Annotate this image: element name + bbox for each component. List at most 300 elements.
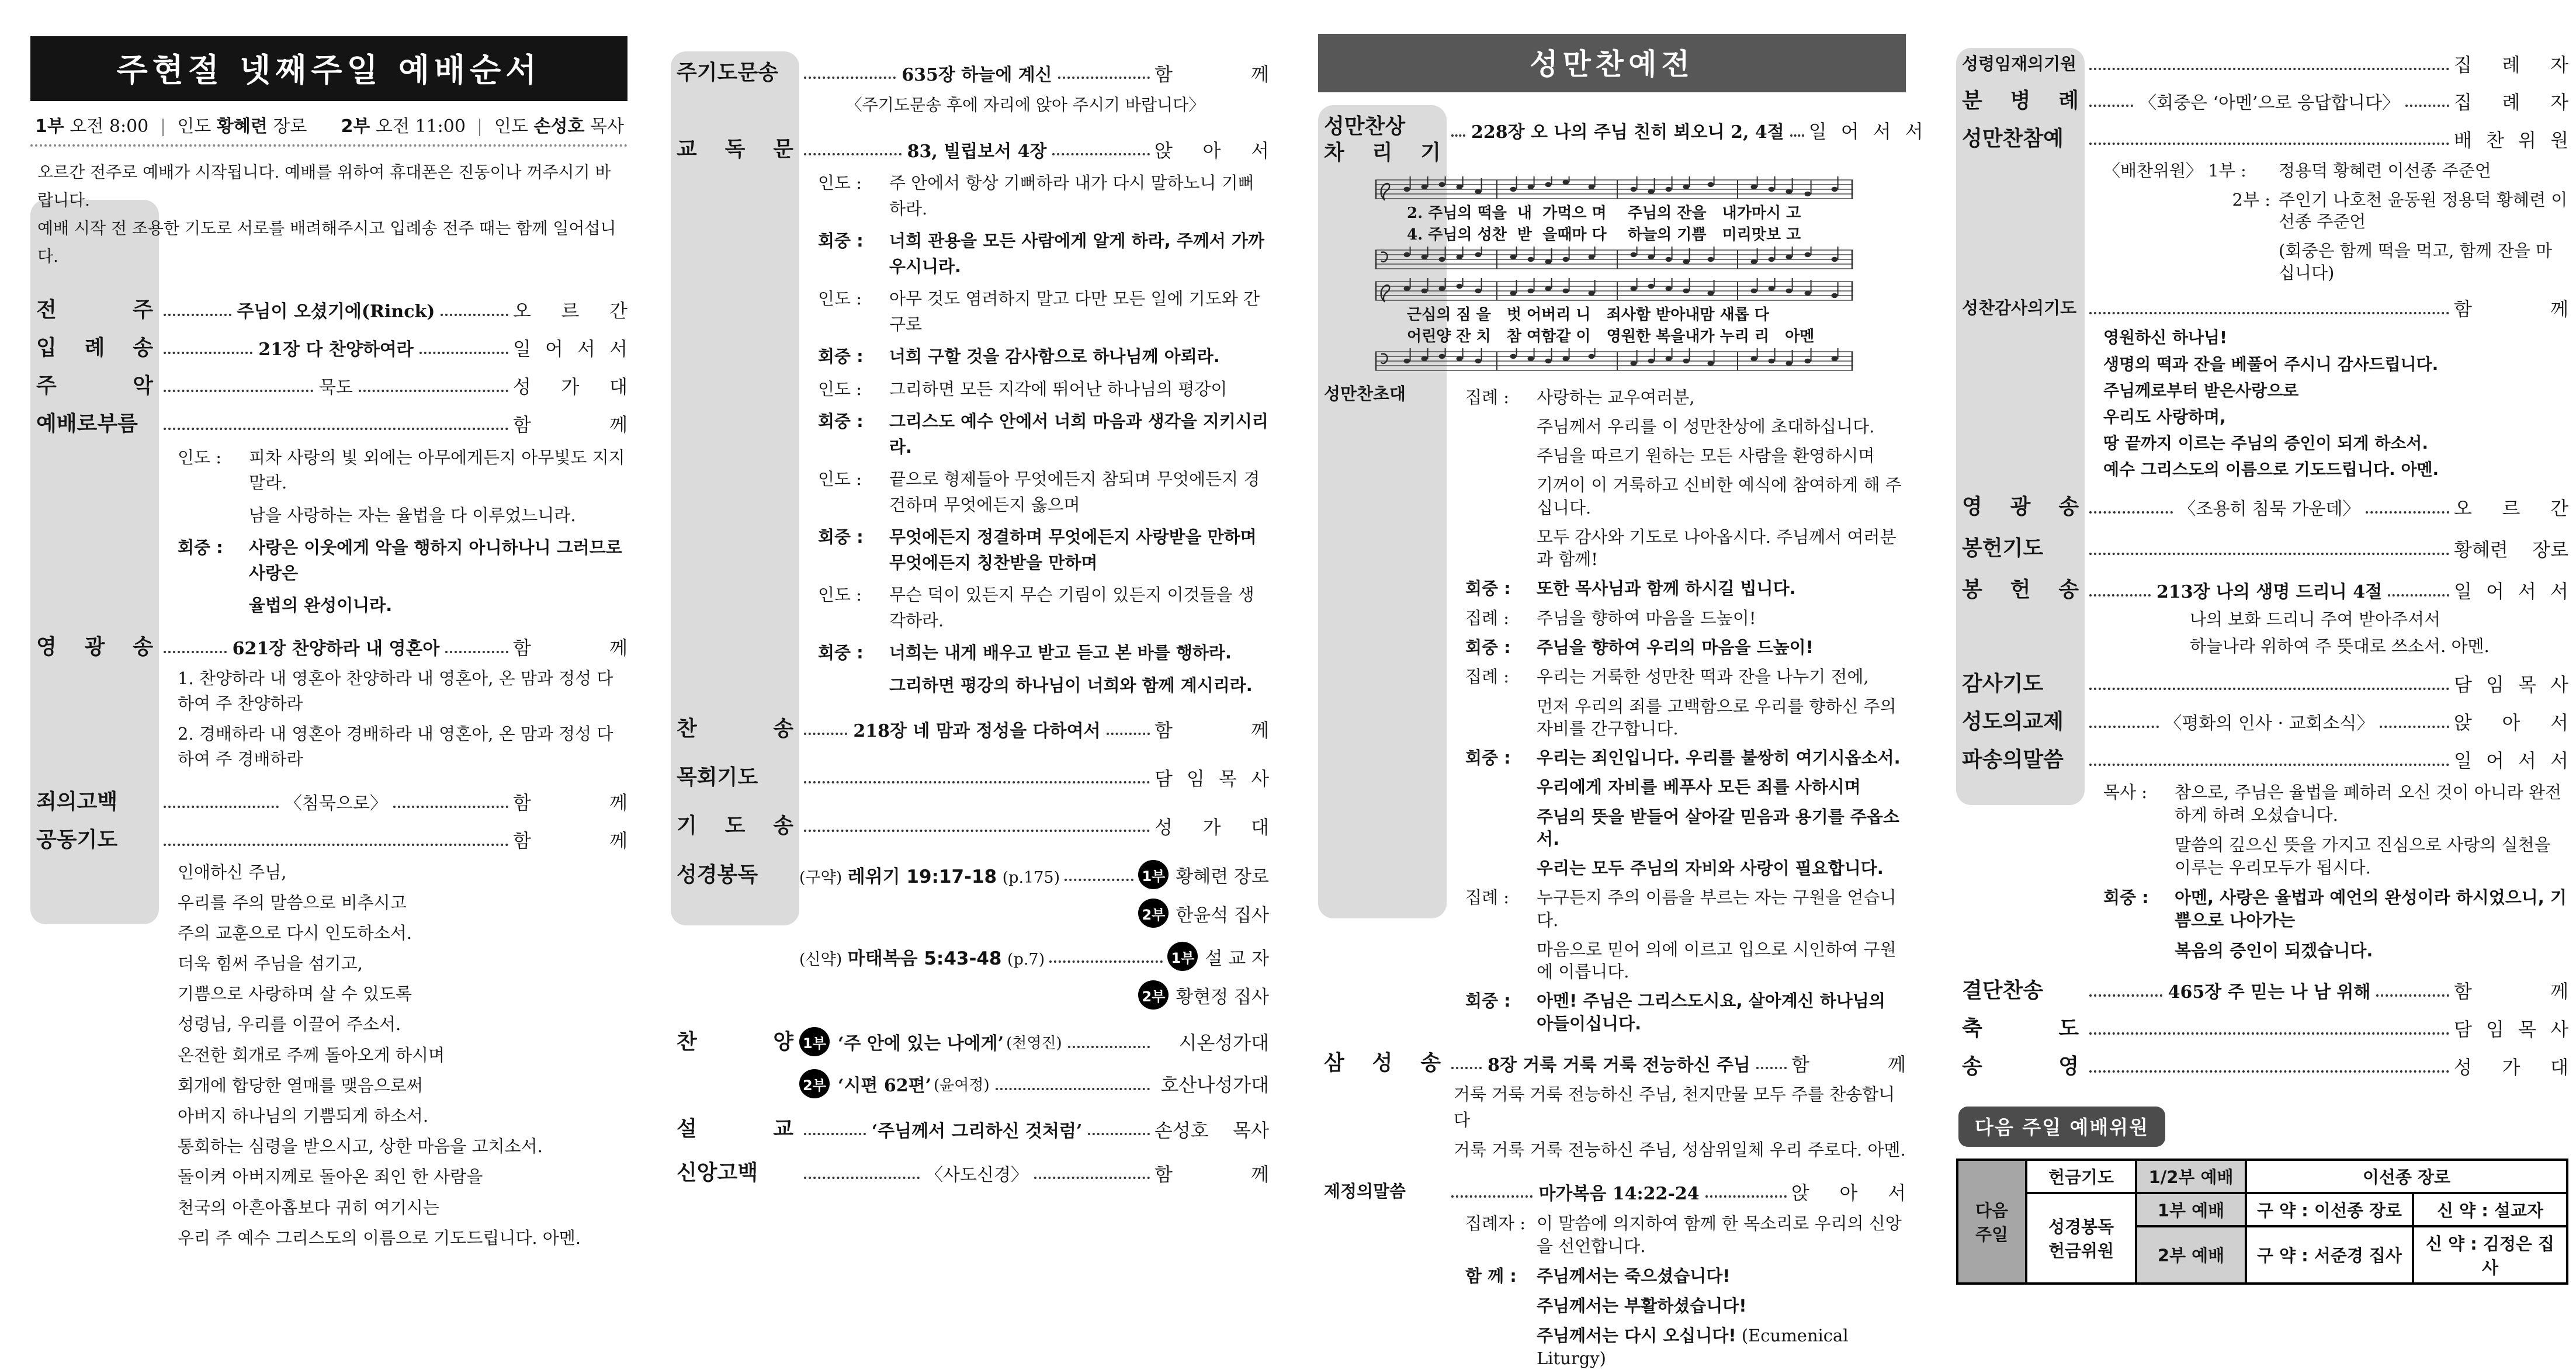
duty-ot-reader: 구 약 : 이선종 장로 bbox=[2246, 1193, 2413, 1226]
row-anthem-2 bbox=[671, 1069, 1269, 1098]
choir-name: 시온성가대 bbox=[1154, 1028, 1269, 1055]
speaker bbox=[1465, 1295, 1537, 1317]
speech: 주님께서는 부활하셨습니다! bbox=[1537, 1295, 1906, 1317]
hymn-score bbox=[1374, 176, 1854, 374]
row-performer: 성 가 대 bbox=[1154, 813, 1269, 840]
prayer-line: 기쁨으로 사랑하며 살 수 있도록 bbox=[178, 982, 627, 1006]
row-label: 성만찬초대 bbox=[1318, 382, 1447, 405]
gloria-verses bbox=[178, 666, 627, 772]
prayer-line: 인애하신 주님, bbox=[178, 861, 627, 885]
row-offering-prayer bbox=[1956, 534, 2568, 563]
row-label bbox=[1318, 113, 1447, 167]
row-label: 분 병 례 bbox=[1956, 86, 2085, 115]
row-item: 228장 오 나의 주님 친히 뵈오니 2, 4절 bbox=[1470, 117, 1785, 143]
speech: 말씀의 깊으신 뜻을 가지고 진심으로 사랑의 실천을 이루는 우리모두가 됩시다. bbox=[2175, 834, 2568, 879]
row-sanctus bbox=[1318, 1049, 1906, 1077]
speech: 그리스도 예수 안에서 너희 마음과 생각을 지키시리라. bbox=[889, 409, 1269, 460]
duty-line: 헌금위원 bbox=[2033, 1238, 2129, 1262]
scripture-ref: 레위기 19:17-18 bbox=[848, 866, 997, 887]
service-col: 2부 예배 bbox=[2136, 1226, 2246, 1284]
speech: 아멘! 주님은 그리스도시요, 살아계신 하나님의 아들이십니다. bbox=[1537, 990, 1906, 1035]
part-1-badge: 1부 bbox=[799, 1027, 830, 1056]
institution-text bbox=[1465, 1212, 1906, 1370]
sermon-title: ‘주님께서 그리하신 것처럼’ bbox=[871, 1116, 1084, 1142]
dotted-leader bbox=[804, 723, 847, 735]
prayer-line: 예수 그리스도의 이름으로 기도드립니다. 아멘. bbox=[2103, 460, 2568, 480]
speech: 아멘, 사랑은 율법과 예언의 완성이라 하시었으니, 기쁨으로 나아가는 bbox=[2175, 886, 2568, 932]
prayer-line: 온전한 회개로 주께 돌아오게 하시며 bbox=[178, 1043, 627, 1067]
row-performer: 성 가 대 bbox=[2454, 1053, 2568, 1080]
dotted-leader bbox=[2089, 95, 2133, 107]
anthem-title: ‘시편 62편’ bbox=[837, 1071, 932, 1097]
speech: 주님을 향하여 마음을 드높이! bbox=[1537, 607, 1906, 629]
next-week-badge: 다음 주일 예배위원 bbox=[1958, 1107, 2165, 1147]
speaker bbox=[2103, 939, 2175, 962]
row-item: 마가복음 14:22-24 bbox=[1537, 1179, 1700, 1205]
reader-name: 황혜련 장로 bbox=[1176, 862, 1269, 888]
row-prayer-song bbox=[671, 811, 1269, 840]
column-sending bbox=[1956, 0, 2568, 1285]
service-2-leader: 손성호 bbox=[534, 116, 585, 137]
part-1-badge: 1부 bbox=[1138, 860, 1169, 889]
speech: 무엇에든지 정결하며 무엇에든지 사랑받을 만하며 무엇에든지 칭찬받을 만하며 bbox=[889, 525, 1269, 575]
dotted-leader bbox=[2089, 57, 2449, 70]
verse-line: 2. 경배하라 내 영혼아 경배하라 내 영혼아, 온 맘과 정성 다하여 주 경배하라 bbox=[178, 722, 627, 772]
scripture-ot bbox=[799, 862, 1060, 888]
row-posture: 함 께 bbox=[1154, 60, 1269, 86]
row-item: 〈조용히 침묵 가운데〉 bbox=[2178, 494, 2362, 520]
row-thanksgiving-prayer bbox=[1956, 294, 2568, 321]
seating-note: 〈주기도문송 후에 자리에 앉아 주시기 바랍니다〉 bbox=[782, 93, 1269, 117]
row-label: 기 도 송 bbox=[671, 811, 799, 840]
service-1-part: 1부 bbox=[35, 116, 64, 137]
part-2-badge: 2부 bbox=[1138, 980, 1169, 1010]
intro-note bbox=[37, 158, 626, 271]
dotted-leader bbox=[1034, 1167, 1150, 1179]
dotted-leader bbox=[2089, 501, 2173, 513]
dotted-leader bbox=[1049, 950, 1163, 962]
speaker bbox=[1465, 938, 1537, 983]
dotted-leader bbox=[2089, 1060, 2449, 1073]
service-2-leader-role: 목사 bbox=[590, 116, 624, 137]
speaker: 회중 : bbox=[1465, 747, 1537, 769]
row-label: 주기도문송 bbox=[671, 58, 799, 87]
row-item: 〈평화의 인사 · 교회소식〉 bbox=[2164, 709, 2376, 734]
reader-line bbox=[671, 980, 1269, 1010]
dotted-leader bbox=[804, 143, 902, 155]
speech: 또한 목사님과 함께 하시길 빕니다. bbox=[1537, 577, 1906, 599]
row-label: 교 독 문 bbox=[671, 135, 799, 164]
dotted-leader bbox=[2089, 984, 2162, 997]
row-item: 21장 다 찬양하여라 bbox=[257, 335, 415, 360]
row-label: 공동기도 bbox=[30, 826, 159, 854]
prayer-line: 성령님, 우리를 이끌어 주소서. bbox=[178, 1012, 627, 1036]
row-gloria bbox=[30, 633, 627, 661]
row-posture: 함 께 bbox=[513, 788, 627, 815]
row-label-line: 차 리 기 bbox=[1324, 140, 1441, 166]
speech: 사랑하는 교우여러분, bbox=[1537, 386, 1906, 408]
row-label: 찬 양 bbox=[671, 1028, 799, 1056]
row-item: 83, 빌립보서 4장 bbox=[906, 137, 1048, 162]
row-call-to-worship bbox=[30, 410, 627, 438]
prayer-line: 땅 끝까지 이르는 주님의 증인이 되게 하소서. bbox=[2103, 433, 2568, 453]
dotted-leader bbox=[1451, 1057, 1482, 1069]
dotted-leader bbox=[419, 341, 508, 353]
speech: 피차 사랑의 빛 외에는 아무에게든지 아무빛도 지지 말라. bbox=[249, 445, 627, 496]
dotted-leader bbox=[1065, 868, 1133, 880]
row-posture: 함 께 bbox=[1154, 1160, 1269, 1187]
row-sermon bbox=[671, 1115, 1269, 1143]
row-gloria-organ bbox=[1956, 492, 2568, 521]
speech: 사랑은 이웃에게 악을 행하지 아니하나니 그러므로 사랑은 bbox=[249, 535, 627, 586]
row-item: 〈회중은 ‘아멘’으로 응답합니다〉 bbox=[2138, 88, 2401, 114]
choir-name: 호산나성가대 bbox=[1154, 1070, 1269, 1097]
speaker: 회중 : bbox=[818, 525, 889, 575]
speaker: 회중 : bbox=[1465, 636, 1537, 658]
invitation-text bbox=[1465, 386, 1906, 1035]
row-label: 죄의고백 bbox=[30, 788, 159, 816]
row-label-line: 성만찬상 bbox=[1324, 113, 1441, 140]
row-label: 감사기도 bbox=[1956, 670, 2085, 698]
row-thanks-prayer bbox=[1956, 670, 2568, 698]
reader-name: 한윤석 집사 bbox=[1176, 900, 1269, 927]
speech: 주님을 따르기 원하는 모든 사람을 환영하시며 bbox=[1537, 445, 1906, 467]
row-posture: 함 께 bbox=[513, 826, 627, 853]
dotted-leader bbox=[1107, 723, 1150, 735]
dotted-leader bbox=[804, 820, 1150, 832]
column-word-service bbox=[671, 0, 1269, 1187]
label-strip bbox=[671, 51, 799, 925]
prayer-line: 영원하신 하나님! bbox=[2103, 328, 2568, 348]
dotted-leader bbox=[1790, 124, 1804, 136]
dotted-leader bbox=[1068, 1035, 1150, 1048]
page-title: 주현절 넷째주일 예배순서 bbox=[30, 36, 627, 101]
speaker: 회중 : bbox=[1465, 990, 1537, 1035]
intro-line: 예배 시작 전 조용한 기도로 서로를 배려해주시고 입례송 전주 때는 함께 일어섭니다. bbox=[37, 214, 626, 270]
row-posture: 함 께 bbox=[513, 633, 627, 660]
verse-line: 거룩 거룩 거룩 전능하신 주님, 천지만물 모두 주를 찬송합니다 bbox=[1454, 1082, 1906, 1133]
dotted-leader bbox=[1052, 143, 1150, 155]
row-posture: 앉 아 서 bbox=[1154, 136, 1269, 163]
duty-ot-reader: 구 약 : 서준경 집사 bbox=[2246, 1226, 2413, 1284]
dotted-leader bbox=[1451, 124, 1465, 136]
next-week-table bbox=[1956, 1159, 2568, 1285]
row-label: 목회기도 bbox=[671, 763, 799, 792]
speech: 남을 사랑하는 자는 율법을 다 이루었느니라. bbox=[249, 503, 627, 529]
row-item: 635장 하늘에 계신 bbox=[900, 60, 1053, 86]
bass-staff bbox=[1374, 348, 1854, 374]
dotted-leader bbox=[164, 303, 231, 315]
row-item: 8장 거룩 거룩 거룩 전능하신 주님 bbox=[1486, 1050, 1752, 1076]
prayer-line: 우리도 사랑하며, bbox=[2103, 407, 2568, 427]
dotted-leader bbox=[2366, 501, 2449, 513]
row-benediction bbox=[1956, 1014, 2568, 1043]
speaker: 인도 : bbox=[818, 582, 889, 633]
row-posture: 앉 아 서 bbox=[1791, 1178, 1906, 1205]
dotted-leader bbox=[164, 833, 508, 845]
service-col: 1부 예배 bbox=[2136, 1193, 2246, 1226]
serving-names: 정용덕 황혜련 이선종 주준언 bbox=[2279, 160, 2568, 182]
score-lyric-line: 4. 주님의 성찬 받 을때마 다 하늘의 기쁨 미리맛보 고 bbox=[1407, 225, 1854, 245]
speaker: 인도 : bbox=[818, 286, 889, 337]
row-label: 성도의교제 bbox=[1956, 707, 2085, 736]
testament-tag: (신약) bbox=[799, 951, 842, 969]
divider-bar bbox=[479, 119, 480, 136]
row-posture: 함 께 bbox=[1154, 716, 1269, 743]
service-1-lead-label: 인도 bbox=[177, 116, 211, 137]
dotted-leader bbox=[2089, 678, 2449, 690]
speaker: 인도 : bbox=[818, 467, 889, 518]
row-label: 예배로부름 bbox=[30, 410, 159, 438]
column-order-of-worship bbox=[30, 0, 627, 1250]
dotted-leader bbox=[1451, 1185, 1533, 1198]
row-common-prayer bbox=[30, 826, 627, 854]
speaker: 회중 : bbox=[818, 228, 889, 279]
speech: 무슨 덕이 있든지 무슨 기림이 있든지 이것들을 생각하라. bbox=[889, 582, 1269, 633]
prayer-line: 천국의 아흔아홉보다 귀히 여기시는 bbox=[178, 1196, 627, 1220]
row-performer: 오 르 간 bbox=[2454, 494, 2568, 521]
speech: 주님의 뜻을 받들어 살아갈 믿음과 용기를 주옵소서. bbox=[1537, 806, 1906, 851]
row-item: 주님이 오셨기에(Rinck) bbox=[236, 297, 436, 322]
row-item: 묵도 bbox=[318, 373, 354, 398]
speaker bbox=[1465, 445, 1537, 467]
row-posture: 일 어 서 서 bbox=[513, 334, 627, 361]
row-confession bbox=[30, 788, 627, 816]
reader-line bbox=[671, 899, 1269, 928]
treble-staff bbox=[1374, 176, 1854, 202]
duty-nt-reader: 신 약 : 김정은 집사 bbox=[2413, 1226, 2567, 1284]
dotted-leader bbox=[2089, 302, 2449, 314]
row-label: 영 광 송 bbox=[1956, 492, 2085, 521]
service-2-time: 오전 11:00 bbox=[376, 116, 466, 137]
row-item: 〈사도신경〉 bbox=[924, 1160, 1029, 1186]
call-to-worship-text bbox=[178, 445, 627, 619]
speaker: 집례 : bbox=[1465, 607, 1537, 629]
speech: 참으로, 주님은 율법을 폐하러 오신 것이 아니라 완전하게 하려 오셨습니다. bbox=[2175, 781, 2568, 827]
row-performer: 집 례 자 bbox=[2454, 88, 2568, 115]
row-scripture-reading-nt bbox=[671, 942, 1269, 971]
speech: 그리하면 모든 지각에 뛰어난 하나님의 평강이 bbox=[889, 377, 1269, 403]
row-label: 입 례 송 bbox=[30, 334, 159, 362]
row-creed bbox=[671, 1159, 1269, 1187]
row-scripture-reading bbox=[671, 860, 1269, 889]
speech: 우리는 모두 주님의 자비와 사랑이 필요합니다. bbox=[1537, 857, 1906, 879]
speech: 모두 감사와 기도로 나아옵시다. 주님께서 여러분과 함께! bbox=[1537, 526, 1906, 571]
speech: 주님께서는 다시 오십니다! bbox=[1537, 1326, 1736, 1345]
dotted-leader bbox=[164, 640, 227, 653]
speech: 너희는 내게 배우고 받고 듣고 본 바를 행하라. bbox=[889, 640, 1269, 666]
page-ref: (p.175) bbox=[1003, 869, 1060, 887]
prayer-line: 주의 교훈으로 다시 인도하소서. bbox=[178, 921, 627, 945]
service-2-lead-label: 인도 bbox=[494, 116, 528, 137]
row-responsive-reading bbox=[671, 135, 1269, 164]
prayer-line: 우리를 주의 말씀으로 비추시고 bbox=[178, 891, 627, 915]
row-label: 제정의말씀 bbox=[1318, 1180, 1447, 1203]
speech: 이 말씀에 의지하여 함께 한 목소리로 우리의 신앙을 선언합니다. bbox=[1537, 1212, 1906, 1258]
verse-line: 하늘나라 위하여 주 뜻대로 쓰소서. 아멘. bbox=[2190, 636, 2568, 658]
row-label: 전 주 bbox=[30, 296, 159, 324]
row-label: 봉헌기도 bbox=[1956, 534, 2085, 563]
row-label: 성만찬참예 bbox=[1956, 124, 2085, 153]
serving-names: 주인기 나호천 윤동원 정용덕 황혜련 이선종 주준언 bbox=[2279, 189, 2568, 233]
row-posture: 함 께 bbox=[513, 410, 627, 437]
spacer bbox=[2103, 240, 2279, 284]
service-times bbox=[35, 112, 624, 137]
offering-verses bbox=[2190, 609, 2568, 657]
speech: 먼저 우리의 죄를 고백함으로 우리를 향하신 주의 자비를 간구합니다. bbox=[1537, 695, 1906, 740]
speech: 아무 것도 염려하지 말고 다만 모든 일에 기도와 간구로 bbox=[889, 286, 1269, 337]
row-label: 성경봉독 bbox=[671, 861, 799, 889]
common-prayer-text bbox=[178, 861, 627, 1250]
row-fraction bbox=[1956, 86, 2568, 115]
service-1-time: 오전 8:00 bbox=[70, 116, 148, 137]
reader-name: 황현정 집사 bbox=[1176, 982, 1269, 1008]
row-item: 465장 주 믿는 나 남 위해 bbox=[2167, 977, 2372, 1003]
row-prelude bbox=[30, 296, 627, 324]
column-communion bbox=[1318, 0, 1906, 1370]
dotted-leader bbox=[164, 795, 279, 807]
row-performer: 배 찬 위 원 bbox=[2454, 126, 2568, 152]
speaker bbox=[1465, 1324, 1537, 1370]
rowhead-line: 다음 bbox=[1964, 1198, 2019, 1222]
row-performer: 담 임 목 사 bbox=[1154, 764, 1269, 791]
row-performer: 성 가 대 bbox=[513, 372, 627, 399]
scripture-ref: 마태복음 5:43-48 bbox=[848, 948, 1002, 969]
speaker: 집례 : bbox=[1465, 665, 1537, 688]
row-hymn bbox=[671, 715, 1269, 743]
row-communion-table bbox=[1318, 113, 1906, 167]
anthem-composer: (윤여정) bbox=[932, 1073, 991, 1095]
verse-line: 1. 찬양하라 내 영혼아 찬양하라 내 영혼아, 온 맘과 정성 다하여 주 찬양하라 bbox=[178, 666, 627, 717]
table-row bbox=[1957, 1160, 2567, 1193]
speaker: 회중 : bbox=[818, 640, 889, 666]
duty-offering-prayer: 헌금기도 bbox=[2026, 1160, 2136, 1193]
verse-line: 나의 보화 드리니 주여 받아주셔서 bbox=[2190, 609, 2568, 631]
prayer-line: 주님께로부터 받은사랑으로 bbox=[2103, 381, 2568, 401]
dotted-leader bbox=[2089, 133, 2449, 145]
dotted-leader bbox=[804, 771, 1150, 783]
anthem-composer: (천영진) bbox=[1005, 1031, 1063, 1053]
prayer-line: 생명의 떡과 잔을 베풀어 주시니 감사드립니다. bbox=[2103, 355, 2568, 374]
row-posture: 일 어 서 서 bbox=[2454, 746, 2568, 773]
speaker: 회중 : bbox=[818, 409, 889, 460]
dotted-leader bbox=[2089, 1022, 2449, 1035]
divider-bar bbox=[162, 119, 164, 136]
treble-staff bbox=[1374, 278, 1854, 304]
dotted-leader bbox=[2089, 584, 2151, 596]
row-performer: 담 임 목 사 bbox=[2454, 670, 2568, 697]
row-posture: 앉 아 서 bbox=[2454, 708, 2568, 735]
next-week-rowhead bbox=[1957, 1160, 2026, 1284]
service-1-leader: 황혜련 bbox=[217, 116, 268, 137]
row-posture: 일 어 서 서 bbox=[1809, 117, 1923, 144]
row-label: 주 악 bbox=[30, 372, 159, 400]
thanksgiving-text bbox=[2103, 328, 2568, 480]
row-posture: 일 어 서 서 bbox=[2454, 577, 2568, 604]
speaker: 회중 : bbox=[818, 344, 889, 370]
dotted-leader bbox=[445, 640, 508, 653]
row-meditation bbox=[30, 372, 627, 400]
row-item: 621장 찬양하라 내 영혼아 bbox=[231, 634, 441, 660]
dotted-leader bbox=[164, 417, 508, 429]
speech: 율법의 완성이니라. bbox=[249, 593, 627, 619]
dotted-leader bbox=[804, 1167, 920, 1179]
speaker: 함 께 : bbox=[1465, 1265, 1537, 1288]
score-lyric-line: 근심의 짐 을 벗 어버리 니 죄사함 받아내맘 새롭 다 bbox=[1407, 305, 1854, 325]
prayer-line: 통회하는 심령을 받으시고, 상한 마음을 고치소서. bbox=[178, 1135, 627, 1159]
row-performer: 집 례 자 bbox=[2454, 50, 2568, 77]
row-performer: 오 르 간 bbox=[513, 296, 627, 323]
speaker: 인도 : bbox=[178, 445, 249, 496]
speaker: 회중 : bbox=[1465, 577, 1537, 599]
row-posture: 함 께 bbox=[2454, 977, 2568, 1004]
serving-note: (회중은 함께 떡을 먹고, 함께 잔을 마십니다) bbox=[2279, 240, 2568, 284]
speaker bbox=[1465, 415, 1537, 438]
dotted-leader bbox=[393, 795, 508, 807]
speaker bbox=[2103, 834, 2175, 879]
speaker: 인도 : bbox=[818, 377, 889, 403]
speech-tail: (Ecumenical Liturgy) bbox=[1537, 1326, 1849, 1368]
sanctus-verses bbox=[1454, 1082, 1906, 1163]
speech: 그리하면 평강의 하나님이 너희와 함께 계시리라. bbox=[889, 673, 1269, 699]
speaker: 집례자 : bbox=[1465, 1212, 1537, 1258]
dotted-leader bbox=[2380, 716, 2449, 728]
part-2-badge: 2부 bbox=[799, 1069, 830, 1098]
speech: 너희 관용을 모든 사람에게 알게 하라, 주께서 가까우시니라. bbox=[889, 228, 1269, 279]
speech: 주님께서 우리를 이 성만찬상에 초대하십니다. bbox=[1537, 415, 1906, 438]
speaker bbox=[1465, 857, 1537, 879]
dotted-leader bbox=[2405, 95, 2449, 107]
dotted-leader bbox=[164, 379, 313, 391]
speech: 기꺼이 이 거룩하고 신비한 예식에 참여하게 해 주십니다. bbox=[1537, 474, 1906, 519]
row-label: 설 교 bbox=[671, 1115, 799, 1143]
rowhead-line: 주일 bbox=[1964, 1222, 2019, 1246]
speech: 우리는 죄인입니다. 우리를 불쌍히 여기시옵소서. bbox=[1537, 747, 1906, 769]
serving-group: 2부 : bbox=[2103, 189, 2279, 233]
dotted-leader bbox=[2089, 716, 2159, 728]
score-lyric-line: 어린양 잔 치 참 여함같 이 영원한 복을내가 누리 리 아멘 bbox=[1407, 327, 1854, 347]
dotted-leader bbox=[359, 379, 508, 391]
sending-text bbox=[2103, 781, 2568, 962]
row-item: 213장 나의 생명 드리니 4절 bbox=[2155, 577, 2383, 603]
dotted-leader bbox=[441, 303, 508, 315]
row-label: 신앙고백 bbox=[671, 1159, 799, 1187]
row-label: 파송의말씀 bbox=[1956, 745, 2085, 774]
row-label: 송 영 bbox=[1956, 1052, 2085, 1081]
dotted-leader bbox=[1756, 1057, 1787, 1069]
prayer-line: 아버지 하나님의 기쁨되게 하소서. bbox=[178, 1104, 627, 1128]
service-2 bbox=[341, 112, 624, 137]
serving-list bbox=[2103, 160, 2568, 284]
speaker: 인도 : bbox=[818, 171, 889, 221]
row-lords-prayer-song bbox=[671, 58, 1269, 87]
speech: 우리에게 자비를 베푸사 모든 죄를 사하시며 bbox=[1537, 776, 1906, 798]
serving-group: 〈배찬위원〉 1부 : bbox=[2103, 160, 2279, 182]
dotted-leader bbox=[2089, 542, 2449, 554]
row-sending-word bbox=[1956, 745, 2568, 774]
dotted-leader bbox=[1058, 67, 1150, 79]
preacher-name: 손성호 목사 bbox=[1154, 1116, 1269, 1143]
row-label: 성령임재의기원 bbox=[1956, 52, 2085, 75]
speech: 주님을 향하여 우리의 마음을 드높이! bbox=[1537, 636, 1906, 658]
row-commitment-hymn bbox=[1956, 976, 2568, 1005]
row-doxology bbox=[1956, 1052, 2568, 1081]
duty-line: 성경봉독 bbox=[2033, 1214, 2129, 1238]
row-label: 성찬감사의기도 bbox=[1956, 296, 2085, 320]
row-item: 218장 네 맘과 정성을 다하여서 bbox=[852, 716, 1101, 742]
row-label: 찬 송 bbox=[671, 715, 799, 743]
duty-nt-reader: 신 약 : 설교자 bbox=[2413, 1193, 2567, 1226]
